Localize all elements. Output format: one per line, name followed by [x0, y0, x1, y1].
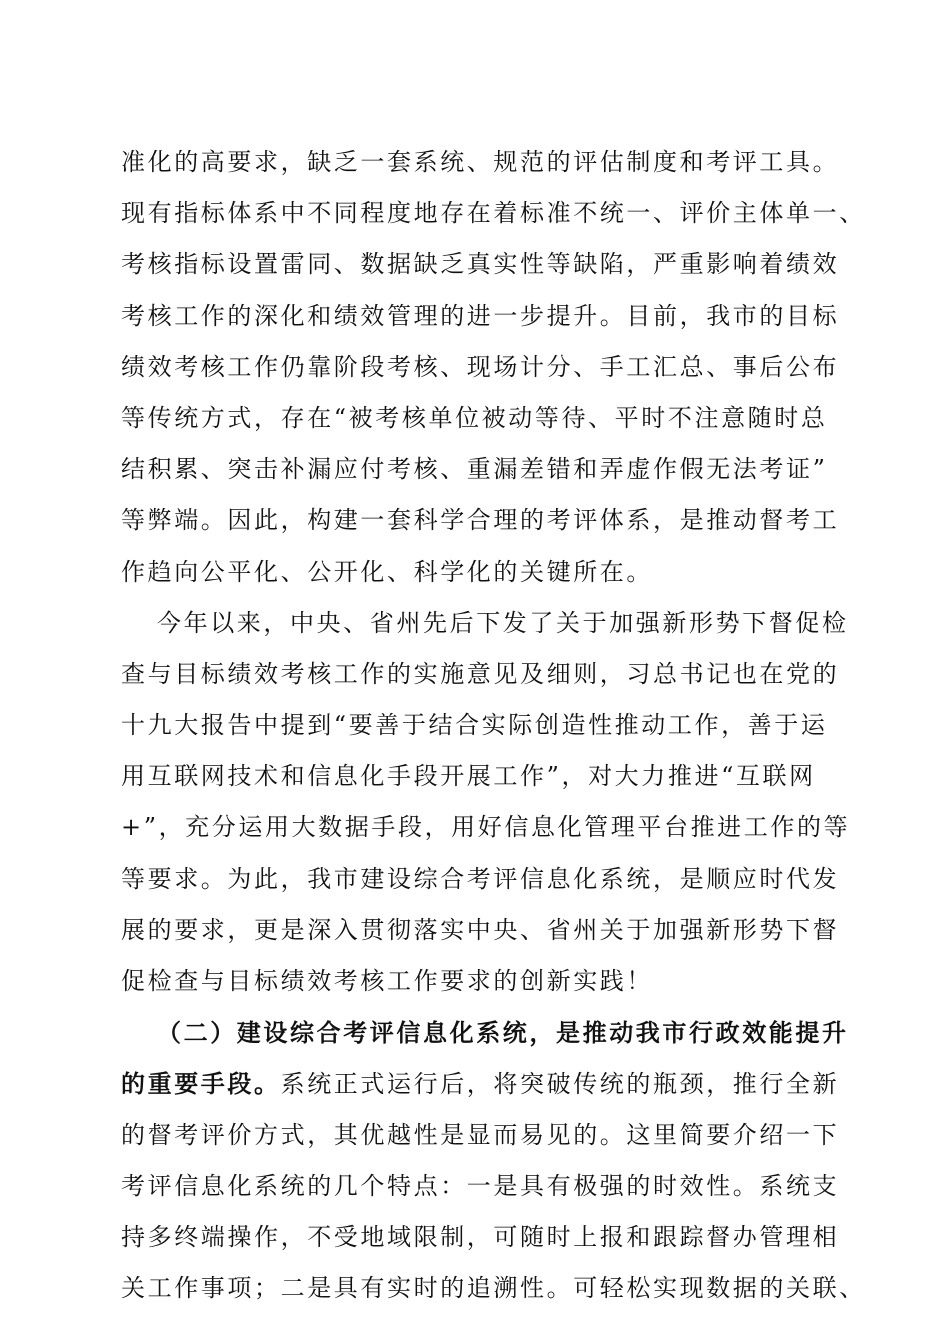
text-line: 用互联网技术和信息化手段开展工作”，对大力推进“互联网 — [121, 762, 816, 791]
text-line: 持多终端操作，不受地域限制，可随时上报和跟踪督办管理相 — [121, 1222, 840, 1251]
text-line: 的督考评价方式，其优越性是显而易见的。这里简要介绍一下 — [121, 1120, 840, 1149]
text-line: 绩效考核工作仍靠阶段考核、现场计分、手工汇总、事后公布 — [121, 352, 840, 381]
text-line: +”，充分运用大数据手段，用好信息化管理平台推进工作的等 — [121, 813, 851, 842]
text-line-rest: 系统正式运行后，将突破传统的瓶颈，推行全新 — [280, 1070, 840, 1099]
text-line: 今年以来，中央、省州先后下发了关于加强新形势下督促检 — [157, 608, 849, 637]
text-line: 展的要求，更是深入贯彻落实中央、省州关于加强新形势下督 — [121, 915, 840, 944]
text-line: 考核指标设置雷同、数据缺乏真实性等缺陷，严重影响着绩效 — [121, 250, 840, 279]
text-line: 促检查与目标绩效考核工作要求的创新实践！ — [121, 967, 653, 995]
text-line: 等要求。为此，我市建设综合考评信息化系统，是顺应时代发 — [121, 864, 840, 893]
text-line: 等传统方式，存在“被考核单位被动等待、平时不注意随时总 — [121, 403, 828, 432]
text-line: 等弊端。因此，构建一套科学合理的考评体系，是推动督考工 — [121, 506, 840, 535]
text-line — [121, 1058, 840, 1109]
text-line: 准化的高要求，缺乏一套系统、规范的评估制度和考评工具。 — [121, 148, 840, 176]
text-line: 结积累、突击补漏应付考核、重漏差错和弄虚作假无法考证” — [121, 455, 828, 484]
paragraph-3 — [121, 1007, 866, 1314]
text-line: 查与目标绩效考核工作的实施意见及细则，习总书记也在党的 — [121, 659, 840, 688]
text-line: 关工作事项；二是具有实时的追溯性。可轻松实现数据的关联、 — [121, 1274, 866, 1303]
section-heading-end: 的重要手段。 — [121, 1069, 281, 1099]
section-heading: （二）建设综合考评信息化系统，是推动我市行政效能提升 — [157, 1018, 849, 1048]
text-line: 考核工作的深化和绩效管理的进一步提升。目前，我市的目标 — [121, 301, 840, 330]
text-line: 考评信息化系统的几个特点：一是具有极强的时效性。系统支 — [121, 1171, 840, 1200]
text-line: 作趋向公平化、公开化、科学化的关键所在。 — [121, 557, 653, 586]
document-body — [121, 137, 866, 1314]
paragraph-1 — [121, 137, 866, 598]
text-line: 十九大报告中提到“要善于结合实际创造性推动工作，善于运 — [121, 711, 828, 740]
text-line: 现有指标体系中不同程度地存在着标准不统一、评价主体单一、 — [121, 199, 866, 228]
paragraph-2 — [121, 598, 851, 1008]
